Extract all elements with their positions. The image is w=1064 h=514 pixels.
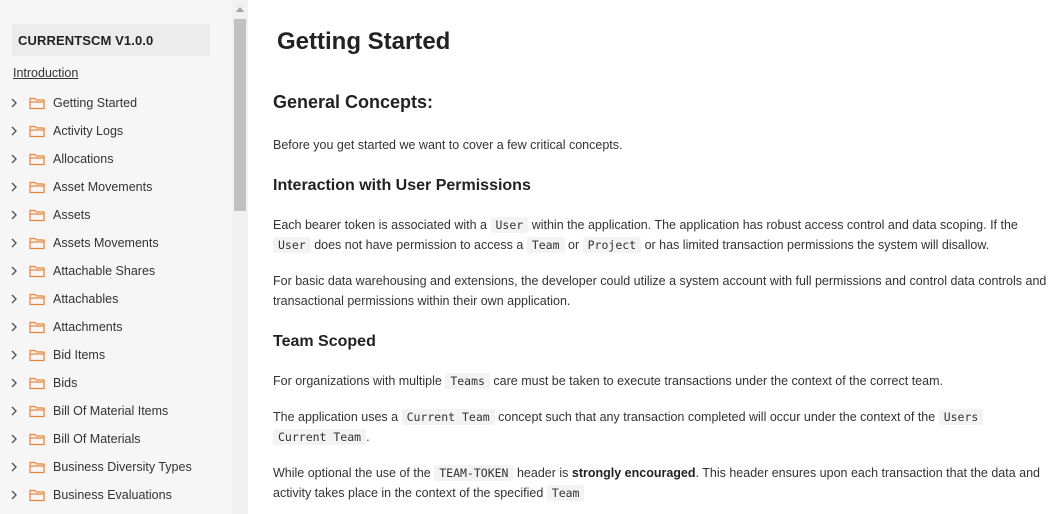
sidebar-item-label: Bids bbox=[53, 376, 78, 390]
sidebar-item-label: Bill Of Materials bbox=[53, 432, 141, 446]
current-team-paragraph bbox=[273, 407, 1048, 447]
chevron-right-icon[interactable] bbox=[8, 125, 20, 137]
code-team-token: TEAM-TOKEN bbox=[434, 465, 513, 481]
main-content bbox=[248, 0, 1064, 514]
folder-icon bbox=[29, 180, 45, 194]
sidebar-item[interactable] bbox=[0, 229, 232, 257]
chevron-right-icon[interactable] bbox=[8, 237, 20, 249]
text-span: or bbox=[568, 238, 580, 252]
sidebar-nav-list bbox=[0, 89, 232, 509]
sidebar bbox=[0, 0, 232, 514]
sidebar-item-label: Assets Movements bbox=[53, 236, 159, 250]
sidebar-item-label: Bid Items bbox=[53, 348, 106, 362]
folder-icon bbox=[29, 124, 45, 138]
sidebar-item[interactable] bbox=[0, 117, 232, 145]
code-teams: Teams bbox=[445, 373, 490, 389]
team-token-paragraph bbox=[273, 463, 1048, 503]
sidebar-item-label: Allocations bbox=[53, 152, 114, 166]
folder-icon bbox=[29, 96, 45, 110]
sidebar-item[interactable] bbox=[0, 425, 232, 453]
text-span: For organizations with multiple bbox=[273, 374, 442, 388]
folder-icon bbox=[29, 264, 45, 278]
code-project: Project bbox=[583, 237, 641, 253]
text-span: While optional the use of the bbox=[273, 466, 431, 480]
folder-icon bbox=[29, 152, 45, 166]
chevron-right-icon[interactable] bbox=[8, 461, 20, 473]
sidebar-item-label: Business Evaluations bbox=[53, 488, 172, 502]
sidebar-item-label: Asset Movements bbox=[53, 180, 153, 194]
text-span: within the application. The application has robust access control and data scoping. If the bbox=[531, 218, 1018, 232]
sidebar-item[interactable] bbox=[0, 145, 232, 173]
text-span: . This header ensures upon each transaction that the data and activity takes place in the context of the specified bbox=[273, 466, 1040, 500]
chevron-right-icon[interactable] bbox=[8, 97, 20, 109]
team-scoped-heading: Team Scoped bbox=[273, 333, 376, 350]
sidebar-item[interactable] bbox=[0, 89, 232, 117]
text-span: does not have permission to access a bbox=[314, 238, 524, 252]
sidebar-scrollbar[interactable] bbox=[232, 0, 248, 514]
folder-icon bbox=[29, 236, 45, 250]
sidebar-title: CURRENTSCM V1.0.0 bbox=[12, 24, 210, 56]
folder-icon bbox=[29, 460, 45, 474]
folder-icon bbox=[29, 376, 45, 390]
sidebar-item-label: Getting Started bbox=[53, 96, 138, 110]
text-span: Each bearer token is associated with a bbox=[273, 218, 488, 232]
chevron-right-icon[interactable] bbox=[8, 433, 20, 445]
team-scoped-paragraph bbox=[273, 371, 1048, 391]
chevron-right-icon[interactable] bbox=[8, 321, 20, 333]
folder-icon bbox=[29, 208, 45, 222]
code-current-team: Current Team bbox=[273, 429, 366, 445]
folder-icon bbox=[29, 488, 45, 502]
text-span: care must be taken to execute transactions under the context of the correct team. bbox=[493, 374, 943, 388]
chevron-right-icon[interactable] bbox=[8, 153, 20, 165]
sidebar-item[interactable] bbox=[0, 173, 232, 201]
sidebar-item[interactable] bbox=[0, 313, 232, 341]
general-concepts-text: Before you get started we want to cover a few critical concepts. bbox=[273, 138, 623, 152]
introduction-link[interactable]: Introduction bbox=[13, 66, 79, 80]
chevron-right-icon[interactable] bbox=[8, 349, 20, 361]
chevron-right-icon[interactable] bbox=[8, 181, 20, 193]
folder-icon bbox=[29, 432, 45, 446]
folder-icon bbox=[29, 348, 45, 362]
sidebar-item[interactable] bbox=[0, 285, 232, 313]
chevron-right-icon[interactable] bbox=[8, 377, 20, 389]
folder-icon bbox=[29, 404, 45, 418]
system-account-paragraph: For basic data warehousing and extensions, the developer could utilize a system account with full permissions and control data controls and transactional permissions within their own application. bbox=[273, 274, 1047, 308]
sidebar-item-label: Attachables bbox=[53, 292, 119, 306]
chevron-right-icon[interactable] bbox=[8, 209, 20, 221]
code-user: User bbox=[273, 237, 311, 253]
sidebar-item[interactable] bbox=[0, 201, 232, 229]
sidebar-item[interactable] bbox=[0, 341, 232, 369]
sidebar-item[interactable] bbox=[0, 453, 232, 481]
text-span: . bbox=[366, 430, 370, 444]
chevron-right-icon[interactable] bbox=[8, 265, 20, 277]
user-permissions-heading: Interaction with User Permissions bbox=[273, 177, 531, 194]
text-span: or has limited transaction permissions the system will disallow. bbox=[644, 238, 990, 252]
sidebar-item-label: Bill Of Material Items bbox=[53, 404, 169, 418]
sidebar-item-label: Assets bbox=[53, 208, 91, 222]
code-current-team: Current Team bbox=[402, 409, 495, 425]
sidebar-item[interactable] bbox=[0, 369, 232, 397]
user-permissions-paragraph bbox=[273, 215, 1048, 255]
scrollbar-thumb[interactable] bbox=[234, 19, 246, 211]
text-span: header is bbox=[516, 466, 569, 480]
chevron-right-icon[interactable] bbox=[8, 489, 20, 501]
general-concepts-heading: General Concepts: bbox=[273, 92, 434, 112]
sidebar-item-label: Business Diversity Types bbox=[53, 460, 192, 474]
sidebar-item-label: Attachable Shares bbox=[53, 264, 156, 278]
sidebar-item[interactable] bbox=[0, 397, 232, 425]
chevron-right-icon[interactable] bbox=[8, 293, 20, 305]
sidebar-item-label: Activity Logs bbox=[53, 124, 124, 138]
sidebar-item[interactable] bbox=[0, 257, 232, 285]
sidebar-item[interactable] bbox=[0, 481, 232, 509]
folder-icon bbox=[29, 292, 45, 306]
folder-icon bbox=[29, 320, 45, 334]
scroll-up-arrow-icon[interactable] bbox=[236, 7, 244, 12]
chevron-right-icon[interactable] bbox=[8, 405, 20, 417]
bold-text: strongly encouraged bbox=[571, 466, 696, 480]
sidebar-item-label: Attachments bbox=[53, 320, 123, 334]
code-team: Team bbox=[527, 237, 565, 253]
page-title: Getting Started bbox=[277, 28, 451, 55]
code-team: Team bbox=[547, 485, 585, 501]
code-user: User bbox=[491, 217, 529, 233]
code-users: Users bbox=[939, 409, 984, 425]
text-span: concept such that any transaction completed will occur under the context of the bbox=[498, 410, 936, 424]
text-span: The application uses a bbox=[273, 410, 399, 424]
